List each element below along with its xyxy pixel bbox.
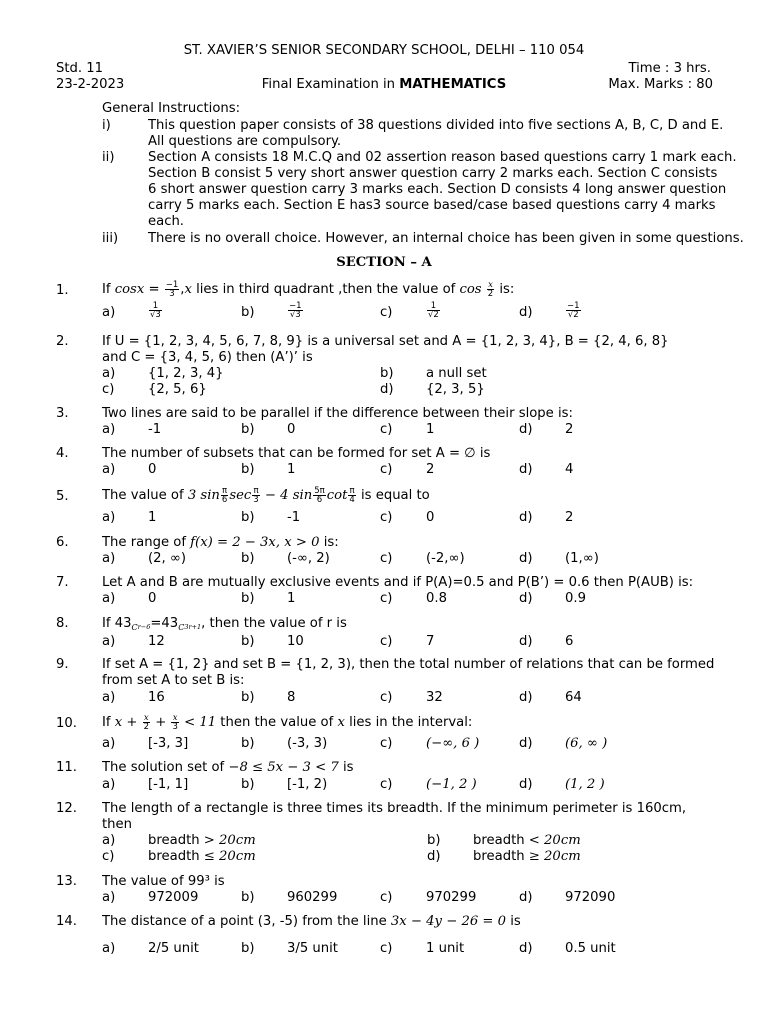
option-value[interactable]: [-3, 3] <box>148 736 189 751</box>
instruction-num: iii) <box>102 231 119 246</box>
instruction-line: each. <box>148 214 184 229</box>
option-value[interactable]: 2 <box>426 462 435 477</box>
option-value[interactable]: (-3, 3) <box>287 736 328 751</box>
option-value[interactable]: 8 <box>287 690 296 705</box>
option-label: d) <box>519 591 533 606</box>
option-label: c) <box>380 634 393 649</box>
option-label: d) <box>519 305 533 320</box>
max-marks: Max. Marks : 80 <box>608 77 713 92</box>
instruction-line: Section A consists 18 M.C.Q and 02 assertion reason based questions carry 1 mark each. <box>148 150 737 165</box>
option-label: d) <box>519 551 533 566</box>
question-number: 14. <box>56 914 77 929</box>
option-value[interactable]: {1, 2, 3, 4} <box>148 366 224 381</box>
option-label: b) <box>380 366 394 381</box>
question-number: 12. <box>56 801 77 816</box>
question-text: Let A and B are mutually exclusive events and if P(A)=0.5 and P(B’) = 0.6 then P(AUB) is: <box>102 575 694 590</box>
option-label: c) <box>380 777 393 792</box>
instruction-line: Section B consist 5 very short answer question carry 2 marks each. Section C consists <box>148 166 718 181</box>
option-value[interactable]: 0.8 <box>426 591 447 606</box>
option-label: c) <box>102 849 115 864</box>
option-label: c) <box>380 422 393 437</box>
instruction-line: carry 5 marks each. Section E has3 source based/case based questions carry 4 marks <box>148 198 716 213</box>
option-value[interactable]: (1,∞) <box>565 551 599 566</box>
question-text: The range of f(x) = 2 − 3x, x > 0 is: <box>102 535 339 550</box>
question-number: 7. <box>56 575 69 590</box>
option-value[interactable]: 0.9 <box>565 591 586 606</box>
question-text: The value of 3 sin $\frac{\pi}{6}$ sec $\frac{\pi}{3}$ − 4 sin $\frac{5\pi}{6}$ cot $\frac{\pi}{4}$ is equal to <box>102 485 430 505</box>
option-value[interactable]: [-1, 1] <box>148 777 189 792</box>
option-value[interactable]: (6, ∞ ) <box>565 736 608 751</box>
option-label: a) <box>102 422 116 437</box>
option-value[interactable]: (-∞, 2) <box>287 551 330 566</box>
option-label: d) <box>380 382 394 397</box>
option-value[interactable]: 0 <box>426 510 435 525</box>
option-value[interactable]: breadth ≥ 20cm <box>473 849 581 864</box>
option-value[interactable]: 0.5 unit <box>565 941 616 956</box>
option-label: b) <box>241 890 255 905</box>
option-label: b) <box>427 833 441 848</box>
option-label: a) <box>102 736 116 751</box>
option-value[interactable]: 1 unit <box>426 941 465 956</box>
question-text: and C = {3, 4, 5, 6) then (A’)’ is <box>102 350 313 365</box>
option-value[interactable]: 960299 <box>287 890 338 905</box>
question-number: 8. <box>56 616 69 631</box>
option-value[interactable]: breadth ≤ 20cm <box>148 849 256 864</box>
option-label: d) <box>519 462 533 477</box>
question-number: 1. <box>56 283 69 298</box>
option-label: d) <box>519 422 533 437</box>
option-value[interactable]: 0 <box>148 462 157 477</box>
question-text: from set A to set B is: <box>102 673 245 688</box>
option-label: a) <box>102 551 116 566</box>
option-label: d) <box>519 890 533 905</box>
option-value[interactable]: 2 <box>565 510 574 525</box>
instruction-line: This question paper consists of 38 questions divided into five sections A, B, C, D and E. <box>148 118 724 133</box>
time-label: Time : 3 hrs. <box>628 61 711 76</box>
option-label: a) <box>102 462 116 477</box>
option-value[interactable]: {2, 3, 5} <box>426 382 485 397</box>
option-label: a) <box>102 890 116 905</box>
option-value[interactable]: $\frac{1}{√3}$ <box>150 301 161 320</box>
option-value[interactable]: 64 <box>565 690 582 705</box>
option-value[interactable]: 1 <box>426 422 435 437</box>
option-value[interactable]: (−1, 2 ) <box>426 777 477 792</box>
option-label: a) <box>102 510 116 525</box>
option-label: b) <box>241 551 255 566</box>
question-number: 5. <box>56 489 69 504</box>
question-number: 11. <box>56 760 77 775</box>
question-number: 2. <box>56 334 69 349</box>
option-label: c) <box>380 510 393 525</box>
option-value[interactable]: -1 <box>287 510 301 525</box>
option-label: c) <box>102 382 115 397</box>
question-number: 9. <box>56 657 69 672</box>
option-label: c) <box>380 551 393 566</box>
exam-date: 23-2-2023 <box>56 77 125 92</box>
question-number: 3. <box>56 406 69 421</box>
option-value[interactable]: 972090 <box>565 890 616 905</box>
option-label: d) <box>519 777 533 792</box>
option-value[interactable]: (2, ∞) <box>148 551 187 566</box>
option-value[interactable]: breadth < 20cm <box>473 833 581 848</box>
instruction-line: 6 short answer question carry 3 marks each. Section D consists 4 long answer question <box>148 182 727 197</box>
question-text: The number of subsets that can be formed for set A = ∅ is <box>102 446 491 461</box>
option-label: a) <box>102 366 116 381</box>
option-label: a) <box>102 634 116 649</box>
question-number: 13. <box>56 874 77 889</box>
option-value[interactable]: (−∞, 6 ) <box>426 736 480 751</box>
option-label: b) <box>241 305 255 320</box>
question-number: 10. <box>56 716 77 731</box>
question-text: then <box>102 817 133 832</box>
option-value[interactable]: 16 <box>148 690 165 705</box>
instruction-num: i) <box>102 118 111 133</box>
option-value[interactable]: (-2,∞) <box>426 551 465 566</box>
option-label: c) <box>380 462 393 477</box>
option-value[interactable]: {2, 5, 6} <box>148 382 207 397</box>
option-value[interactable]: 2/5 unit <box>148 941 199 956</box>
question-text: Two lines are said to be parallel if the difference between their slope is: <box>102 406 573 421</box>
option-value[interactable]: 1 <box>148 510 157 525</box>
option-value[interactable]: 10 <box>287 634 304 649</box>
option-value[interactable]: a null set <box>426 366 487 381</box>
question-text: If set A = {1, 2} and set B = {1, 2, 3), then the total number of relations that can be formed <box>102 657 715 672</box>
option-label: c) <box>380 890 393 905</box>
option-value[interactable]: 4 <box>565 462 574 477</box>
question-text: If $43_Cr-6=43_C3r+1$, then the value of r is <box>102 616 347 632</box>
question-text: If U = {1, 2, 3, 4, 5, 6, 7, 8, 9} is a universal set and A = {1, 2, 3, 4}, B = {2, 4, 6, 8} <box>102 334 669 349</box>
option-value[interactable]: 7 <box>426 634 435 649</box>
option-value[interactable]: 972009 <box>148 890 199 905</box>
option-value[interactable]: [-1, 2) <box>287 777 328 792</box>
question-text: The length of a rectangle is three times its breadth. If the minimum perimeter is 160cm, <box>102 801 687 816</box>
option-label: c) <box>380 690 393 705</box>
option-label: a) <box>102 833 116 848</box>
option-label: b) <box>241 510 255 525</box>
std-label: Std. 11 <box>56 61 104 76</box>
instruction-line: There is no overall choice. However, an internal choice has been given in some questions. <box>148 231 744 246</box>
option-label: a) <box>102 777 116 792</box>
option-value[interactable]: $\frac{-1}{√3}$ <box>289 301 302 320</box>
question-text: The solution set of −8 ≤ 5x − 3 < 7 is <box>102 760 354 775</box>
option-label: b) <box>241 422 255 437</box>
option-label: d) <box>519 690 533 705</box>
option-label: c) <box>380 736 393 751</box>
option-value[interactable]: $\frac{1}{√2}$ <box>428 301 439 320</box>
option-value[interactable]: breadth > 20cm <box>148 833 256 848</box>
option-value[interactable]: 0 <box>148 591 157 606</box>
option-value[interactable]: 6 <box>565 634 574 649</box>
option-label: d) <box>427 849 441 864</box>
question-text: The distance of a point (3, -5) from the line 3x − 4y − 26 = 0 is <box>102 914 521 929</box>
option-label: a) <box>102 591 116 606</box>
option-value[interactable]: 2 <box>565 422 574 437</box>
option-label: b) <box>241 941 255 956</box>
option-value[interactable]: 0 <box>287 422 296 437</box>
option-value[interactable]: 1 <box>287 462 296 477</box>
option-value[interactable]: $\frac{-1}{√2}$ <box>567 301 580 320</box>
option-label: c) <box>380 305 393 320</box>
option-value[interactable]: 970299 <box>426 890 477 905</box>
option-label: b) <box>241 462 255 477</box>
question-number: 4. <box>56 446 69 461</box>
instructions-title: General Instructions: <box>102 101 241 116</box>
option-label: d) <box>519 634 533 649</box>
option-value[interactable]: 1 <box>287 591 296 606</box>
option-label: d) <box>519 736 533 751</box>
option-value[interactable]: 12 <box>148 634 165 649</box>
question-text: If cosx = $\frac{-1}{3}$ ,x lies in third quadrant ,then the value of cos $\frac{x}{2}$ is: <box>102 279 515 299</box>
question-number: 6. <box>56 535 69 550</box>
instruction-num: ii) <box>102 150 115 165</box>
option-label: c) <box>380 941 393 956</box>
option-label: b) <box>241 777 255 792</box>
question-text: If x + $\frac{x}{2}$ + $\frac{x}{3}$ < 11 then the value of x lies in the interval: <box>102 712 473 732</box>
exam-title: Final Examination in MATHEMATICS <box>261 77 507 92</box>
option-label: a) <box>102 690 116 705</box>
option-label: d) <box>519 941 533 956</box>
question-text: The value of 99³ is <box>102 874 225 889</box>
option-label: b) <box>241 736 255 751</box>
section-title: SECTION – A <box>336 255 432 270</box>
instruction-line: All questions are compulsory. <box>148 134 342 149</box>
option-label: b) <box>241 634 255 649</box>
option-label: a) <box>102 941 116 956</box>
option-value[interactable]: 3/5 unit <box>287 941 338 956</box>
option-label: a) <box>102 305 116 320</box>
option-value[interactable]: 32 <box>426 690 443 705</box>
option-label: b) <box>241 690 255 705</box>
option-label: c) <box>380 591 393 606</box>
option-value[interactable]: (1, 2 ) <box>565 777 605 792</box>
school-name: ST. XAVIER’S SENIOR SECONDARY SCHOOL, DELHI – 110 054 <box>183 43 585 58</box>
option-value[interactable]: -1 <box>148 422 162 437</box>
option-label: d) <box>519 510 533 525</box>
option-label: b) <box>241 591 255 606</box>
